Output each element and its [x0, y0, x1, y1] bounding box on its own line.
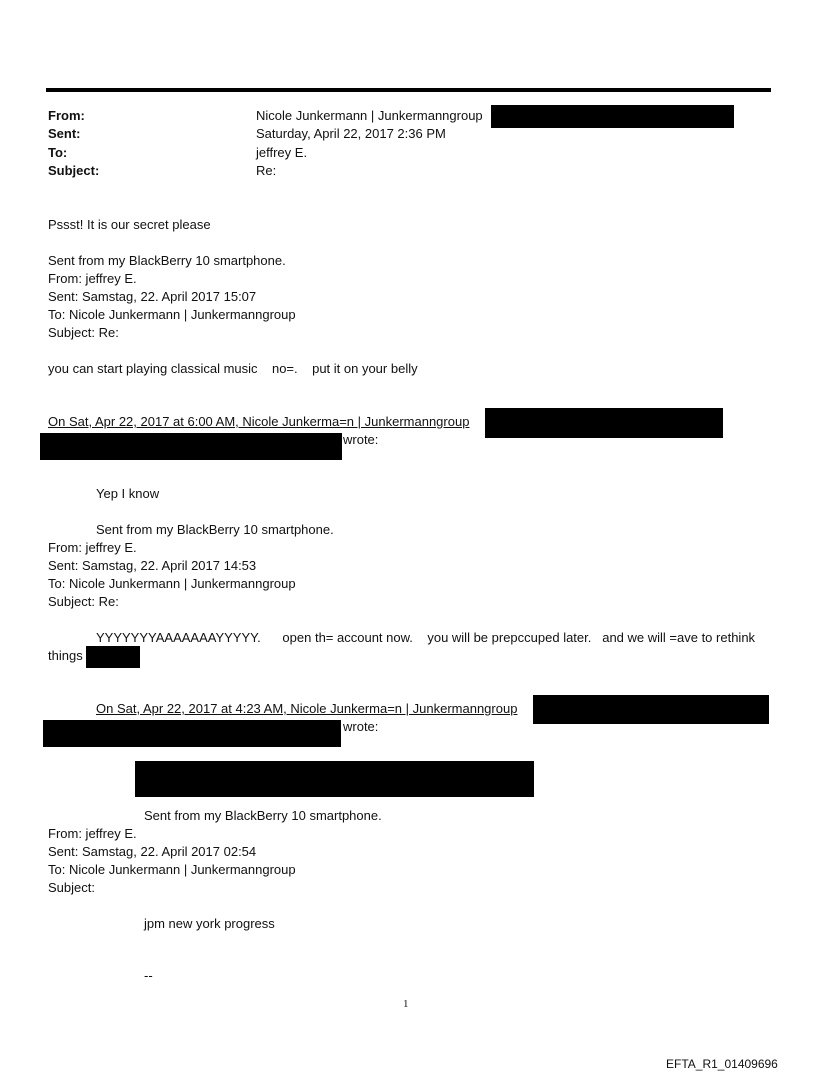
sent-label: Sent:	[48, 126, 81, 141]
header-rule	[46, 88, 771, 92]
redaction-block	[135, 761, 534, 797]
quoted-sent: Sent: Samstag, 22. April 2017 15:07	[48, 289, 257, 304]
quoted-message: jpm new york progress	[144, 916, 275, 931]
quoted-message: you can start playing classical music no=. put it on your belly	[48, 361, 418, 376]
quoted-message: Yep I know	[96, 486, 160, 501]
quoted-message-continued: things	[48, 648, 83, 663]
quote-wrote: wrote:	[343, 719, 379, 734]
subject-value: Re:	[256, 163, 277, 178]
quote-attribution: On Sat, Apr 22, 2017 at 6:00 AM, Nicole Junkerma=n | Junkermanngroup	[48, 414, 470, 429]
signature-dashes: --	[144, 968, 153, 983]
quote-attribution: On Sat, Apr 22, 2017 at 4:23 AM, Nicole Junkerma=n | Junkermanngroup	[96, 701, 518, 716]
to-label: To:	[48, 145, 68, 160]
quoted-sent: Sent: Samstag, 22. April 2017 14:53	[48, 558, 257, 573]
quoted-subject: Subject:	[48, 880, 95, 895]
page-number: 1	[403, 998, 409, 1010]
quoted-subject: Subject: Re:	[48, 325, 119, 340]
redaction-block	[485, 408, 723, 438]
redaction-block	[491, 105, 734, 128]
quoted-to: To: Nicole Junkermann | Junkermanngroup	[48, 576, 296, 591]
from-value: Nicole Junkermann | Junkermanngroup	[256, 108, 483, 123]
from-label: From:	[48, 108, 85, 123]
sent-value: Saturday, April 22, 2017 2:36 PM	[256, 126, 446, 141]
to-value: jeffrey E.	[256, 145, 308, 160]
document-id: EFTA_R1_01409696	[666, 1057, 778, 1071]
quoted-message: YYYYYYYAAAAAAAYYYYY. open th= account now. you will be prepccuped later. and we will =ave to rethink	[96, 630, 756, 645]
quoted-from: From: jeffrey E.	[48, 540, 137, 555]
quoted-to: To: Nicole Junkermann | Junkermanngroup	[48, 862, 296, 877]
signature-line: Sent from my BlackBerry 10 smartphone.	[48, 253, 286, 268]
redaction-block	[533, 695, 769, 724]
signature-line: Sent from my BlackBerry 10 smartphone.	[144, 808, 382, 823]
subject-label: Subject:	[48, 163, 100, 178]
quoted-from: From: jeffrey E.	[48, 826, 137, 841]
quote-wrote: wrote:	[343, 432, 379, 447]
quoted-subject: Subject: Re:	[48, 594, 119, 609]
quoted-from: From: jeffrey E.	[48, 271, 137, 286]
quoted-to: To: Nicole Junkermann | Junkermanngroup	[48, 307, 296, 322]
signature-line: Sent from my BlackBerry 10 smartphone.	[96, 522, 334, 537]
redaction-block	[86, 646, 140, 668]
message-line: Pssst! It is our secret please	[48, 217, 211, 232]
quoted-sent: Sent: Samstag, 22. April 2017 02:54	[48, 844, 257, 859]
redaction-block	[43, 720, 341, 747]
redaction-block	[40, 433, 342, 460]
